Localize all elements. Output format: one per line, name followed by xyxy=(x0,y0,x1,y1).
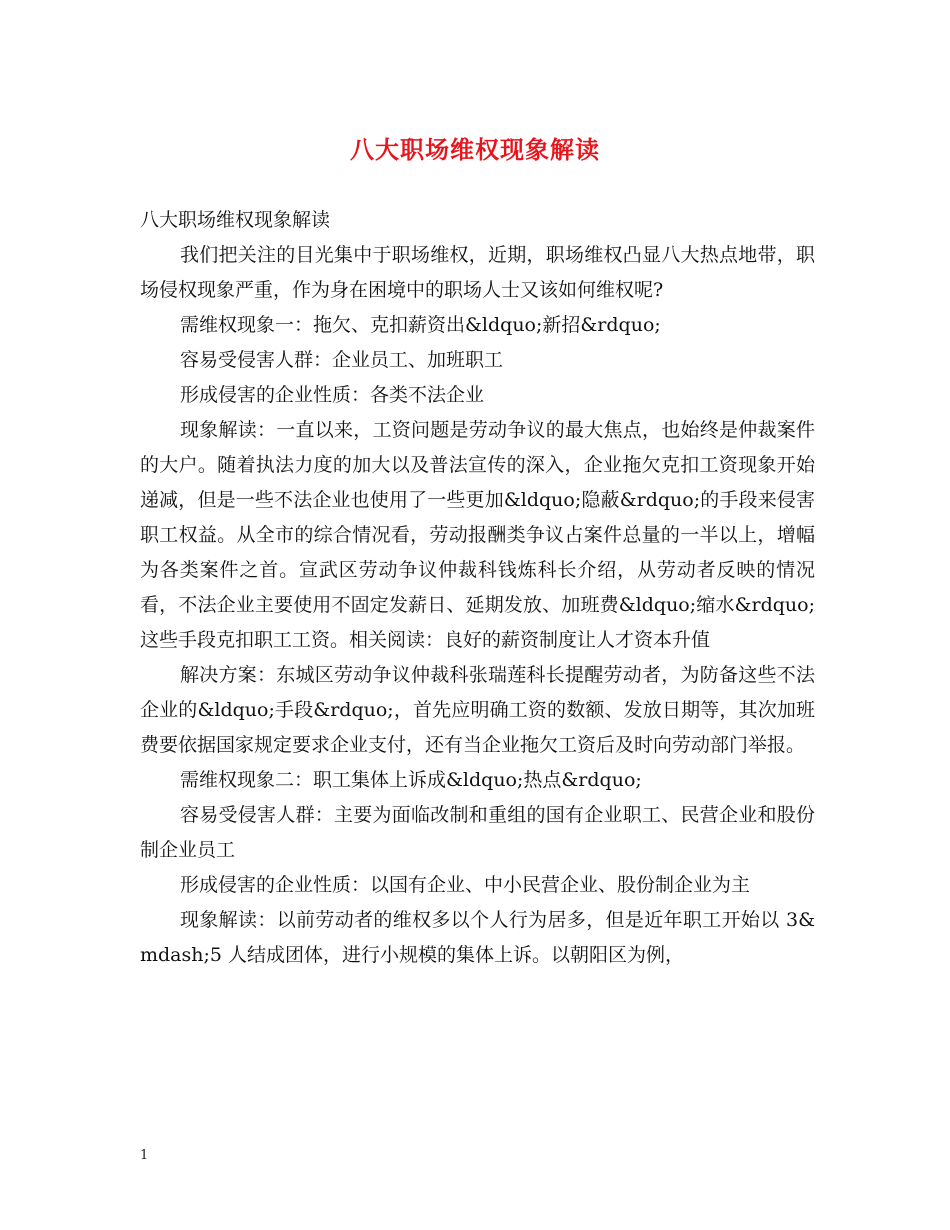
paragraph-heading: 八大职场维权现象解读 xyxy=(140,209,331,231)
paragraph: 需维权现象一：拖欠、克扣薪资出&ldquo;新招&rdquo; xyxy=(180,314,661,336)
document-body xyxy=(140,203,815,973)
document-title: 八大职场维权现象解读 xyxy=(350,135,600,164)
paragraph: 形成侵害的企业性质：各类不法企业 xyxy=(180,384,485,406)
paragraph: 解决方案：东城区劳动争议仲裁科张瑞莲科长提醒劳动者，为防备这些不法企业的&ldquo;手段&rdquo;，首先应明确工资的数额、发放日期等，其次加班费要依据国家规定要求企业支付，还有当企业拖欠工资后及时向劳动部门举报。 xyxy=(140,664,815,756)
paragraph: 现象解读：以前劳动者的维权多以个人行为居多，但是近年职工开始以 3&mdash;5 人结成团体，进行小规模的集体上诉。以朝阳区为例， xyxy=(140,909,815,966)
paragraph: 我们把关注的目光集中于职场维权，近期，职场维权凸显八大热点地带，职场侵权现象严重，作为身在困境中的职场人士又该如何维权呢? xyxy=(140,244,815,301)
page-number: 1 xyxy=(140,1148,149,1163)
paragraph: 容易受侵害人群：企业员工、加班职工 xyxy=(180,349,504,371)
paragraph: 容易受侵害人群：主要为面临改制和重组的国有企业职工、民营企业和股份制企业员工 xyxy=(140,804,815,861)
paragraph: 形成侵害的企业性质：以国有企业、中小民营企业、股份制企业为主 xyxy=(180,874,751,896)
paragraph: 现象解读：一直以来，工资问题是劳动争议的最大焦点，也始终是仲裁案件的大户。随着执法力度的加大以及普法宣传的深入，企业拖欠克扣工资现象开始递减，但是一些不法企业也使用了一些更加&ldquo;隐蔽&rdquo;的手段来侵害职工权益。从全市的综合情况看，劳动报酬类争议占案件总量的一半以上，增幅为各类案件之首。宣武区劳动争议仲裁科钱炼科长介绍，从劳动者反映的情况看，不法企业主要使用不固定发薪日、延期发放、加班费&ldquo;缩水&rdquo;这些手段克扣职工工资。相关阅读：良好的薪资制度让人才资本升值 xyxy=(140,419,815,651)
paragraph: 需维权现象二：职工集体上诉成&ldquo;热点&rdquo; xyxy=(180,769,642,791)
